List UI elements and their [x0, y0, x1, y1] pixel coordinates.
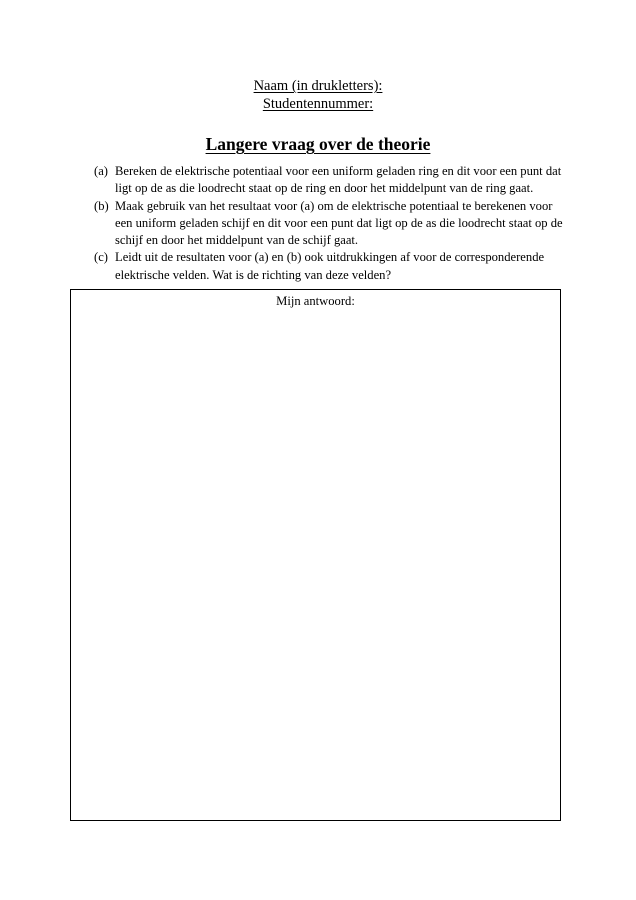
- name-label-text: Naam (in drukletters):: [253, 78, 383, 94]
- question-item-a: [94, 163, 564, 198]
- student-number-field-label: [0, 95, 636, 113]
- question-text: Bereken de elektrische potentiaal voor een uniform geladen ring en dit voor een punt dat ligt op de as die loodrecht staat op de ring en door het middelpunt van de ring gaat.: [115, 164, 562, 196]
- answer-box-label: Mijn antwoord:: [276, 294, 355, 308]
- question-marker: (b): [94, 198, 109, 213]
- answer-box[interactable]: [70, 289, 561, 821]
- student-number-label-text: Studentennummer:: [262, 96, 374, 112]
- question-list: [94, 163, 564, 284]
- question-item-b: [94, 198, 564, 250]
- question-marker: (a): [94, 164, 108, 178]
- question-marker: (c): [94, 250, 108, 265]
- page-title: Langere vraag over de theorie: [205, 134, 431, 154]
- question-item-c: [94, 249, 564, 284]
- question-text: Leidt uit de resultaten voor (a) en (b) ook uitdrukkingen af voor de corresponderende elektrische velden. Wat is de richting van deze velden?: [115, 250, 545, 282]
- question-text: Maak gebruik van het resultaat voor (a) om de elektrische potentiaal te berekenen voor een uniform geladen schijf en dit voor een punt dat ligt op de as die loodrecht staat op de schijf en door het middelpunt van de schijf gaat.: [115, 198, 563, 248]
- name-field-label: [0, 77, 636, 95]
